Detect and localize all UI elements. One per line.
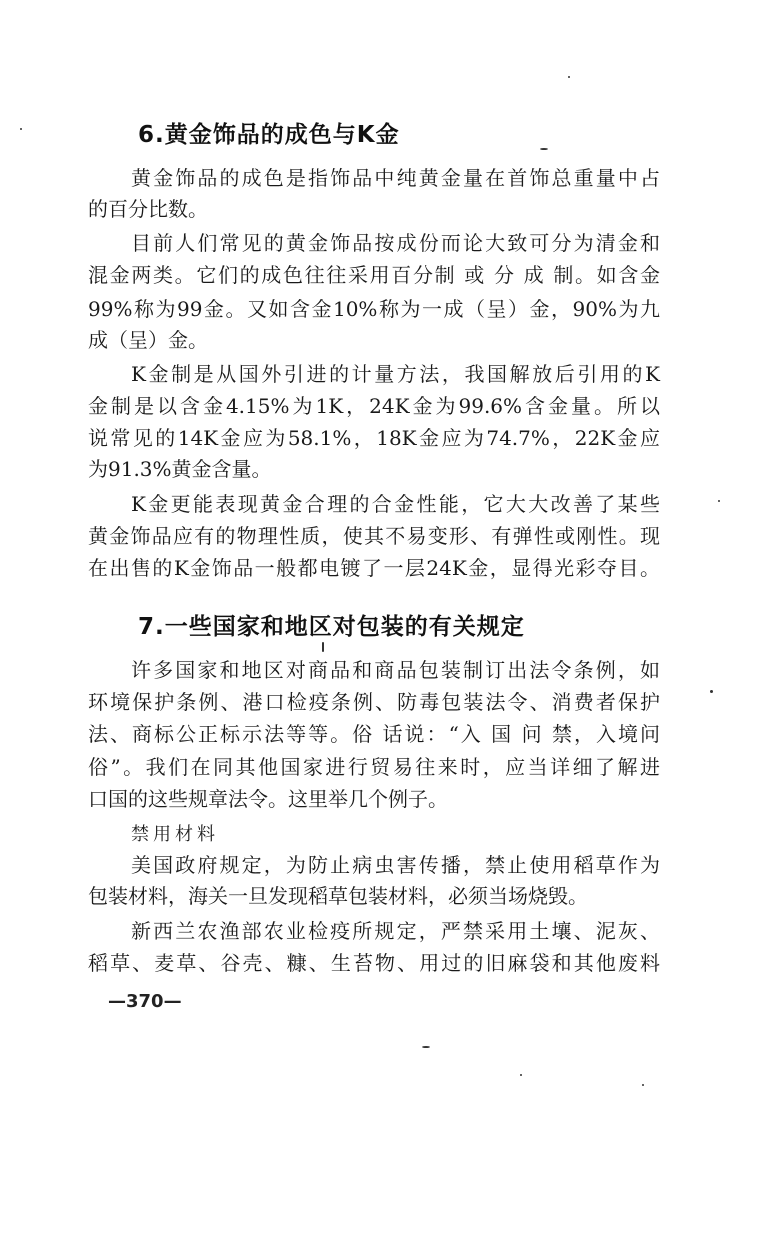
s6-p3-line-2: 金制是以含金4.15%为1K，24K金为99.6%含金量。所以 xyxy=(88,394,660,418)
s7-p2-line-1: 美国政府规定，为防止病虫害传播，禁止使用稻草作为 xyxy=(131,853,660,877)
s6-p4-line-3: 在出售的K金饰品一般都电镀了一层24K金，显得光彩夺目。 xyxy=(88,556,660,580)
s6-p2-line-3: 99%称为99金。又如含金10%称为一成（呈）金，90%为九 xyxy=(88,297,660,321)
s6-p3-line-3: 说常见的14K金应为58.1%，18K金应为74.7%，22K金应 xyxy=(88,426,660,450)
s6-p2-line-1: 目前人们常见的黄金饰品按成份而论大致可分为清金和 xyxy=(131,231,660,255)
s7-p1-line-2: 环境保护条例、港口检疫条例、防毒包装法令、消费者保护 xyxy=(88,690,660,714)
s6-p4-line-2: 黄金饰品应有的物理性质，使其不易变形、有弹性或刚性。现 xyxy=(88,524,660,548)
s6-p2-line-4: 成（呈）金。 xyxy=(88,328,208,352)
scan-speck xyxy=(718,500,720,502)
s6-p2-line-2: 混金两类。它们的成色往往采用百分制 或 分 成 制。如含金 xyxy=(88,263,660,287)
s6-p1-line-2: 的百分比数。 xyxy=(88,197,208,221)
s7-p1-line-3: 法、商标公正标示法等等。俗 话说：“入 国 问 禁，入境问 xyxy=(88,722,660,746)
s7-p1-line-5: 口国的这些规章法令。这里举几个例子。 xyxy=(88,787,448,811)
section-7-heading: 7.一些国家和地区对包装的有关规定 xyxy=(138,614,525,640)
scan-speck xyxy=(568,76,570,78)
s7-p2-line-2: 包装材料，海关一旦发现稻草包装材料，必须当场烧毁。 xyxy=(88,884,588,908)
s7-p3-line-1: 新西兰农渔部农业检疫所规定，严禁采用土壤、泥灰、 xyxy=(131,919,660,943)
s7-p3-line-2: 稻草、麦草、谷壳、糠、生苔物、用过的旧麻袋和其他废料 xyxy=(88,951,660,975)
subheading-banned-materials: 禁用材料 xyxy=(131,824,219,845)
s6-p1-line-1: 黄金饰品的成色是指饰品中纯黄金量在首饰总重量中占 xyxy=(131,166,660,190)
scan-speck xyxy=(422,1046,430,1048)
scan-speck xyxy=(520,1074,522,1076)
page-number: —370— xyxy=(108,991,182,1012)
scan-speck xyxy=(20,128,22,130)
scan-speck xyxy=(710,690,713,693)
s7-p1-line-4: 俗”。我们在同其他国家进行贸易往来时，应当详细了解进 xyxy=(88,755,660,779)
s6-p3-line-1: K金制是从国外引进的计量方法，我国解放后引用的K xyxy=(131,362,660,386)
scan-speck xyxy=(642,1084,644,1086)
scan-speck xyxy=(322,642,324,652)
s6-p4-line-1: K金更能表现黄金合理的合金性能，它大大改善了某些 xyxy=(131,492,660,516)
s6-p3-line-4: 为91.3%黄金含量。 xyxy=(88,457,272,481)
section-6-heading: 6.黄金饰品的成色与K金 xyxy=(138,122,400,148)
scan-speck xyxy=(540,148,548,150)
s7-p1-line-1: 许多国家和地区对商品和商品包装制订出法令条例，如 xyxy=(131,658,660,682)
